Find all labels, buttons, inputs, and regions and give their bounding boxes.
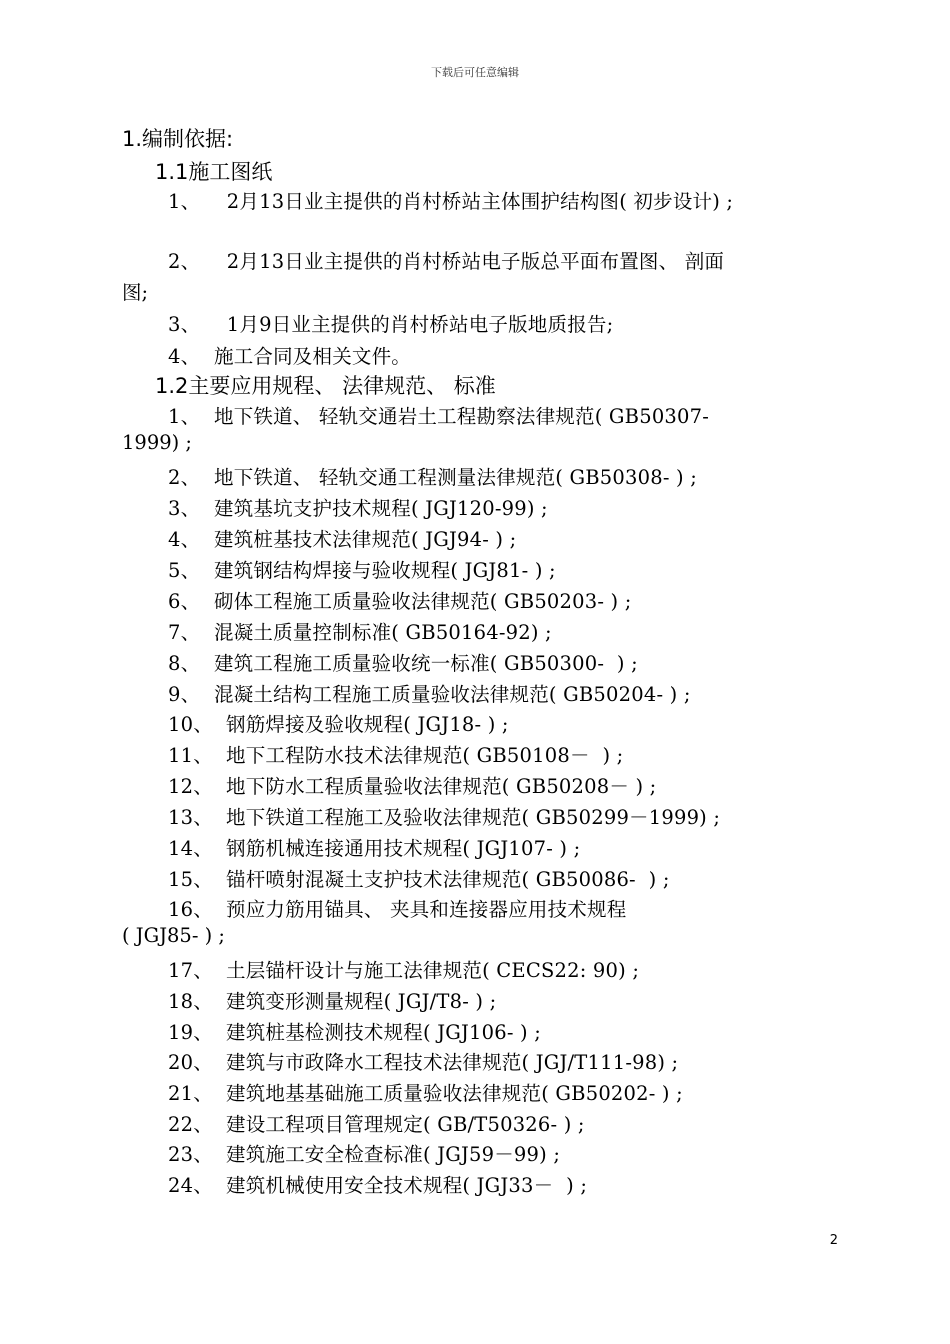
list-item-text: 地下工程防水技术法律规范( GB50108－ ) ;	[226, 744, 624, 767]
list-item-text: 建筑地基基础施工质量验收法律规范( GB50202- ) ;	[226, 1082, 683, 1105]
list-item	[168, 1078, 683, 1106]
list-item-text: 2月13日业主提供的肖村桥站主体围护结构图( 初步设计) ;	[214, 190, 734, 213]
list-item-text: 建筑桩基检测技术规程( JGJ106- ) ;	[226, 1021, 542, 1044]
list-item-text: 建筑与市政降水工程技术法律规范( JGJ/T111-98) ;	[226, 1051, 679, 1074]
section-standards-title: 1.2主要应用规程、 法律规范、 标准	[155, 374, 496, 398]
list-item	[168, 802, 720, 830]
list-item	[168, 401, 709, 429]
list-item-number: 17、	[168, 959, 213, 982]
list-item	[168, 833, 580, 861]
section-drawings-title: 1.1施工图纸	[155, 160, 273, 184]
list-item	[168, 617, 552, 645]
list-item	[168, 986, 496, 1014]
list-item-number: 10、	[168, 713, 213, 736]
list-item	[168, 771, 656, 799]
list-item-text: 预应力筋用锚具、 夹具和连接器应用技术规程	[226, 898, 627, 921]
list-item-number: 6、	[168, 590, 201, 613]
list-item-text: 土层锚杆设计与施工法律规范( CECS22: 90) ;	[226, 959, 640, 982]
list-item-text: 建筑基坑支护技术规程( JGJ120-99) ;	[214, 497, 548, 520]
list-item-number: 21、	[168, 1082, 213, 1105]
list-item-number: 8、	[168, 652, 201, 675]
list-item-number: 14、	[168, 837, 213, 860]
list-item-text: 建筑机械使用安全技术规程( JGJ33－ ) ;	[226, 1174, 588, 1197]
list-item	[168, 586, 632, 614]
list-item-number: 13、	[168, 806, 213, 829]
list-item	[168, 740, 623, 768]
list-item-number: 9、	[168, 683, 201, 706]
list-item-number: 24、	[168, 1174, 213, 1197]
list-item	[168, 555, 556, 583]
list-item-text: 砌体工程施工质量验收法律规范( GB50203- ) ;	[214, 590, 632, 613]
list-item-text: 锚杆喷射混凝土支护技术法律规范( GB50086- ) ;	[226, 868, 670, 891]
list-item	[168, 1109, 585, 1137]
list-item-text: 建设工程项目管理规定( GB/T50326- ) ;	[226, 1113, 585, 1136]
list-item	[168, 186, 733, 214]
heading-basis: 1.编制依据:	[122, 127, 234, 151]
list-item-number: 20、	[168, 1051, 213, 1074]
list-item-number: 23、	[168, 1143, 213, 1166]
list-item-text: 建筑工程施工质量验收统一标准( GB50300- ) ;	[214, 652, 638, 675]
list-item-number: 15、	[168, 868, 213, 891]
list-item	[168, 1017, 541, 1045]
list-item	[168, 1170, 587, 1198]
list-item	[168, 955, 639, 983]
list-item-text: 2月13日业主提供的肖村桥站电子版总平面布置图、 剖面	[214, 250, 725, 273]
list-item-number: 18、	[168, 990, 213, 1013]
list-item-text: 混凝土结构工程施工质量验收法律规范( GB50204- ) ;	[214, 683, 691, 706]
list-item-text: 钢筋焊接及验收规程( JGJ18- ) ;	[226, 713, 509, 736]
list-item-text: 钢筋机械连接通用技术规程( JGJ107- ) ;	[226, 837, 581, 860]
list-item-number: 5、	[168, 559, 201, 582]
list-item-text: 地下铁道、 轻轨交通工程测量法律规范( GB50308- ) ;	[214, 466, 698, 489]
list-item-text: 建筑钢结构焊接与验收规程( JGJ81- ) ;	[214, 559, 556, 582]
list-item-continuation: 图;	[122, 281, 149, 304]
list-item	[168, 679, 691, 707]
list-item-continuation: ( JGJ85- ) ;	[122, 924, 225, 947]
list-item	[168, 1139, 560, 1167]
list-item-number: 11、	[168, 744, 213, 767]
list-item-number: 16、	[168, 898, 213, 921]
list-item-text: 建筑桩基技术法律规范( JGJ94- ) ;	[214, 528, 517, 551]
list-item	[168, 462, 697, 490]
list-item-text: 1月9日业主提供的肖村桥站电子版地质报告;	[214, 313, 614, 336]
list-item	[168, 1047, 678, 1075]
list-item-number: 22、	[168, 1113, 213, 1136]
list-item-continuation: 1999) ;	[122, 431, 193, 454]
list-item-number: 7、	[168, 621, 201, 644]
list-item-number: 1、	[168, 190, 201, 213]
list-item	[168, 493, 548, 521]
list-item-number: 19、	[168, 1021, 213, 1044]
list-item-text: 建筑变形测量规程( JGJ/T8- ) ;	[226, 990, 497, 1013]
list-item	[168, 341, 411, 369]
list-item-text: 地下铁道工程施工及验收法律规范( GB50299－1999) ;	[226, 806, 721, 829]
list-item-number: 2、	[168, 466, 201, 489]
page-number: 2	[829, 1233, 838, 1248]
list-item	[168, 709, 509, 737]
list-item	[168, 309, 613, 337]
list-item-text: 混凝土质量控制标准( GB50164-92) ;	[214, 621, 552, 644]
list-item-number: 4、	[168, 528, 201, 551]
list-item-number: 4、	[168, 345, 201, 368]
list-item	[168, 648, 638, 676]
page-header-note: 下载后可任意编辑	[431, 66, 519, 79]
list-item-text: 地下铁道、 轻轨交通岩土工程勘察法律规范( GB50307-	[214, 405, 710, 428]
list-item	[168, 894, 626, 922]
list-item-number: 3、	[168, 497, 201, 520]
list-item-text: 施工合同及相关文件。	[214, 345, 412, 368]
list-item-text: 地下防水工程质量验收法律规范( GB50208－ ) ;	[226, 775, 657, 798]
list-item-number: 1、	[168, 405, 201, 428]
list-item	[168, 524, 516, 552]
list-item-number: 3、	[168, 313, 201, 336]
list-item	[168, 246, 724, 274]
list-item-number: 2、	[168, 250, 201, 273]
list-item	[168, 864, 670, 892]
list-item-text: 建筑施工安全检查标准( JGJ59－99) ;	[226, 1143, 561, 1166]
list-item-number: 12、	[168, 775, 213, 798]
